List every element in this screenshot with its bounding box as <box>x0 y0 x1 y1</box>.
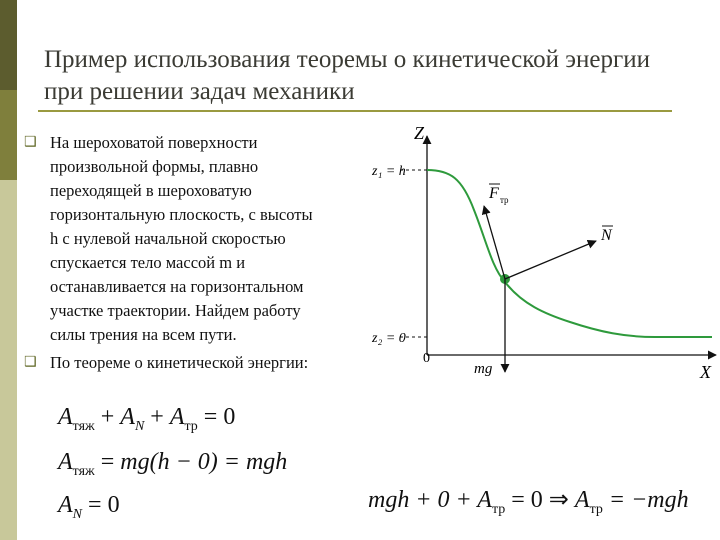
friction-vector <box>484 206 505 279</box>
bullet-icon: ❑ <box>24 134 37 150</box>
theorem-intro: По теореме о кинетической энергии: <box>50 353 309 372</box>
friction-label: F <box>489 185 499 202</box>
friction-sub-label: тр <box>500 195 509 205</box>
bullet-icon: ❑ <box>24 354 37 370</box>
gravity-label: mg <box>474 361 493 377</box>
problem-statement: На шероховатой поверхности произвольной формы, плавно переходящей в шероховатую горизонтальную плоскость, с высоты h с нулевой начальной скоростью спускается тело массой m и останавливается на горизонтальном участке траектории. Найдем работу силы трения на всем пути. <box>50 133 313 344</box>
slide-title: Пример использования теоремы о кинетической энергии при решении задач механики <box>44 46 650 105</box>
normal-vector <box>505 241 596 279</box>
formula-normal-work: $A_N = 0$ <box>58 492 120 522</box>
z1-label: z₁ = h <box>372 164 406 179</box>
x-axis-label: X <box>700 362 711 382</box>
formula-friction-result: mgh + $0 + A_{тр} = 0$ ⇒ $A_{тр} = -mgh$ <box>368 487 689 517</box>
formula-work-sum: $A_{тяж} + A_N + A_{тр} = 0$ <box>58 404 236 434</box>
z-axis-label: Z <box>414 123 425 143</box>
z2-label: z₂ = 0 <box>372 331 406 346</box>
surface-curve <box>427 170 712 337</box>
normal-label: N <box>601 227 612 244</box>
origin-label: 0 <box>423 351 430 366</box>
formula-gravity-work: $A_{тяж} = mg(h - 0)$ = mgh <box>58 449 288 479</box>
